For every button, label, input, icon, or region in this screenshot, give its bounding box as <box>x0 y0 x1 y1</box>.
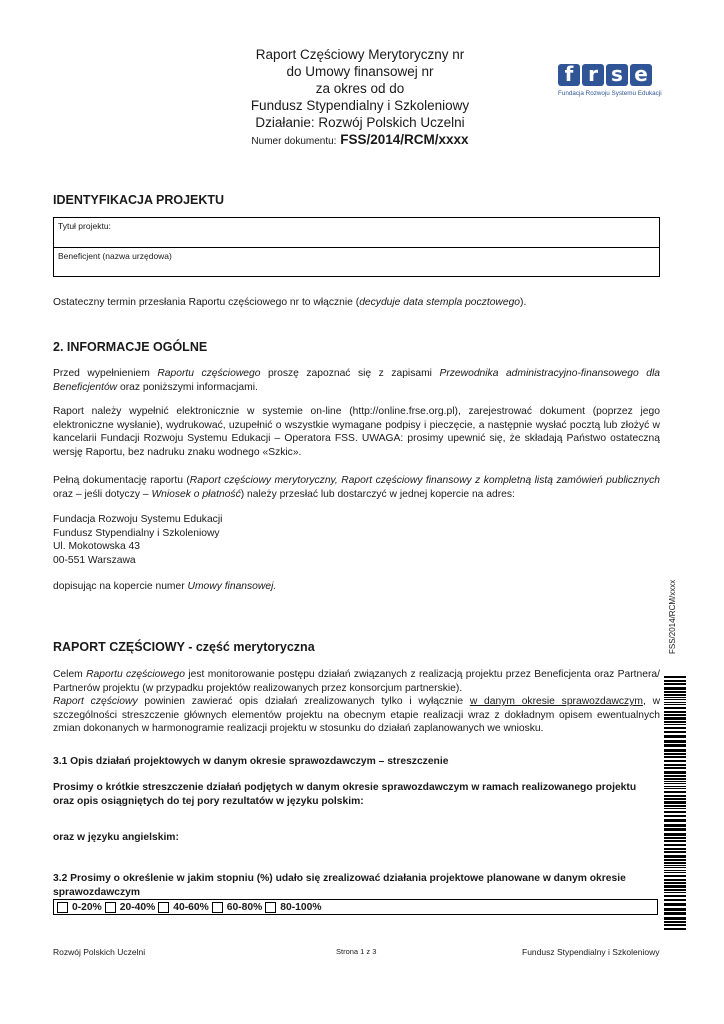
text: proszę zapoznać się z zapisami <box>260 368 440 379</box>
logo-letters <box>558 64 662 86</box>
barcode-bar <box>664 680 686 682</box>
barcode-bar <box>664 731 686 733</box>
checkbox[interactable] <box>158 902 169 913</box>
barcode-bar <box>664 848 686 850</box>
barcode-bar <box>664 683 686 685</box>
identification-heading: IDENTYFIKACJA PROJEKTU <box>53 193 225 207</box>
barcode-bar <box>664 928 686 930</box>
text-italic: Wniosek o płatność <box>151 488 241 500</box>
pct-option[interactable] <box>212 902 263 913</box>
barcode-bar <box>664 875 686 877</box>
barcode-bar <box>664 808 686 809</box>
pct-label: 40-60% <box>173 901 209 913</box>
address-block <box>53 513 660 567</box>
logo-subtitle: Fundacja Rozwoju Systemu Edukacji <box>558 90 662 97</box>
section-3-2-question: 3.2 Prosimy o określenie w jakim stopniu (%) udało się zrealizować działania projektowe planowane w danym okresie sprawozdawczym <box>53 873 626 898</box>
pct-option[interactable] <box>158 902 209 913</box>
address-line: Ul. Mokotowska 43 <box>53 541 140 553</box>
barcode-bar <box>664 855 686 858</box>
side-document-code: FSS/2014/RCM/xxxx <box>668 579 677 654</box>
barcode-bar <box>664 862 686 864</box>
document-number-label: Numer dokumentu: <box>251 136 337 147</box>
barcode-bar <box>664 819 686 822</box>
document-number <box>180 131 540 150</box>
barcode-bar <box>664 756 686 758</box>
text-italic: Umowy finansowej. <box>187 581 277 592</box>
title-line-3: za okres od do <box>315 81 405 96</box>
pct-label: 60-80% <box>226 901 263 913</box>
barcode-bar <box>664 815 686 817</box>
text: powinien zawierać opis działań zrealizowanych tylko i wyłącznie <box>137 696 470 708</box>
barcode-bar <box>664 721 686 723</box>
barcode-bar <box>664 801 686 804</box>
checkbox[interactable] <box>265 902 276 913</box>
text: Pełną dokumentację raportu ( <box>53 475 190 486</box>
barcode-bar <box>664 781 686 782</box>
barcode-bar <box>664 851 686 853</box>
title-line-2: do Umowy finansowej nr <box>286 64 434 79</box>
pct-label: 0-20% <box>72 901 102 913</box>
barcode-bar <box>664 895 686 897</box>
barcode-bar <box>664 885 686 888</box>
barcode-bar <box>664 727 686 729</box>
report-paragraph-2 <box>53 695 660 736</box>
report-title-block <box>180 46 540 150</box>
barcode-bar <box>664 740 686 743</box>
title-line-1: Raport Częściowy Merytoryczny nr <box>255 47 465 62</box>
checkbox[interactable] <box>105 902 116 913</box>
text: ) należy przesłać lub dostarczyć w jednej kopercie na adres: <box>240 488 515 500</box>
barcode-bar <box>664 786 686 787</box>
barcode-bar <box>664 691 686 693</box>
barcode-bar <box>664 872 686 873</box>
barcode-bar <box>664 697 686 698</box>
pct-option[interactable] <box>265 902 321 913</box>
barcode-bar <box>664 704 686 705</box>
document-number-value: FSS/2014/RCM/xxxx <box>340 132 469 147</box>
barcode-bar <box>664 833 686 836</box>
barcode-bar <box>664 889 686 891</box>
general-info-heading: 2. INFORMACJE OGÓLNE <box>53 340 208 354</box>
title-line-4: Fundusz Stypendialny i Szkoleniowy <box>250 98 470 113</box>
barcode-bar <box>664 903 686 906</box>
pct-label: 20-40% <box>119 901 156 913</box>
section-3-1-question: Prosimy o krótkie streszczenie działań podjętych w danym okresie sprawozdawczym w ramach realizowanego projektu oraz opis osiągniętych do tej pory rezultatów w języku polskim: <box>53 782 637 807</box>
pct-option[interactable] <box>105 902 156 913</box>
barcode-bar <box>664 714 686 716</box>
barcode-bar <box>664 798 686 800</box>
barcode-bar <box>664 791 686 793</box>
barcode-bar <box>664 694 686 696</box>
deadline-main: Ostateczny termin przesłania Raportu częściowego nr to włącznie ( <box>53 297 360 308</box>
text-italic: Przewodnika administracyjno-finansowego dla Beneficjentów <box>53 368 660 393</box>
barcode-bar <box>664 908 686 911</box>
barcode-bar <box>664 744 686 747</box>
barcode-bar <box>664 749 686 752</box>
barcode-bar <box>664 707 686 709</box>
barcode-bar <box>664 811 686 813</box>
barcode-bar <box>664 711 686 713</box>
footer-left: Rozwój Polskich Uczelni <box>53 947 146 957</box>
text-italic: Raportu częściowego <box>86 669 186 680</box>
barcode-bar <box>664 764 686 766</box>
beneficiary-field[interactable]: Beneficjent (nazwa urzędowa) <box>54 247 659 276</box>
barcode-bar <box>664 824 686 827</box>
logo-letter: e <box>630 64 652 86</box>
pct-option[interactable] <box>57 902 102 913</box>
text: Przed wypełnieniem <box>53 368 158 379</box>
barcode-bar <box>664 760 686 762</box>
barcode-bar <box>664 924 686 926</box>
text: Celem <box>53 669 87 680</box>
title-line-5: Działanie: Rozwój Polskich Uczelni <box>255 115 465 130</box>
section-3-1-english: oraz w języku angielskim: <box>53 832 179 843</box>
barcode-bar <box>664 676 686 678</box>
general-paragraph-1 <box>53 367 660 394</box>
barcode-bar <box>664 892 686 893</box>
barcode-bar <box>664 837 686 839</box>
barcode <box>664 676 686 932</box>
report-paragraph <box>53 668 660 736</box>
barcode-bar <box>664 687 686 690</box>
deadline-end: ). <box>520 297 527 308</box>
general-paragraph-3 <box>53 474 660 501</box>
barcode-bar <box>664 805 686 807</box>
footer-page-number: Strona 1 z 3 <box>336 947 377 956</box>
logo-letter: s <box>606 64 628 86</box>
report-paragraph-1 <box>53 668 660 695</box>
address-line: Fundusz Stypendialny i Szkoleniowy <box>53 527 220 539</box>
barcode-bar <box>664 867 686 868</box>
barcode-bar <box>664 917 686 920</box>
text-underlined: w danym okresie sprawozdawczym <box>469 696 643 708</box>
text: oraz – jeśli dotyczy – <box>53 488 152 500</box>
footer-right: Fundusz Stypendialny i Szkoleniowy <box>522 947 660 957</box>
deadline-italic: decyduje data stempla pocztowego <box>359 297 521 308</box>
envelope-note <box>53 580 660 594</box>
text-italic: Raport częściowy <box>53 696 138 708</box>
barcode-bar <box>664 702 686 703</box>
text-italic: Raportu częściowego <box>157 368 261 379</box>
logo-letter: r <box>582 64 604 86</box>
barcode-bar <box>664 882 686 884</box>
project-title-field[interactable]: Tytuł projektu: <box>58 221 111 231</box>
barcode-bar <box>664 699 686 700</box>
checkbox[interactable] <box>212 902 223 913</box>
text: dopisując na kopercie numer <box>53 581 188 592</box>
barcode-bar <box>664 899 686 901</box>
identification-table <box>53 217 660 277</box>
barcode-bar <box>664 735 686 738</box>
address-line: Fundacja Rozwoju Systemu Edukacji <box>53 514 223 525</box>
barcode-bar <box>664 767 686 769</box>
address-line: 00-551 Warszawa <box>53 554 136 566</box>
barcode-bar <box>664 844 686 846</box>
barcode-bar <box>664 717 686 720</box>
barcode-bar <box>664 795 686 797</box>
barcode-bar <box>664 840 686 842</box>
barcode-bar <box>664 859 686 861</box>
barcode-bar <box>664 771 686 774</box>
logo-letter: f <box>558 64 580 86</box>
text: , w szczególności streszczenie głównych elementów projektu na obecnym etapie realizacji wraz z dokładnym opisem ewentualnych zmian dokonanych w harmonogramie realizacji projektu w stosunku do działań zaplanowanych we wniosku. <box>53 696 661 735</box>
text: oraz poniższymi informacjami. <box>117 381 258 393</box>
checkbox[interactable] <box>57 902 68 913</box>
text-italic: Raport częściowy merytoryczny, Raport częściowy finansowy z kompletną listą zamówień publicznych <box>189 475 660 486</box>
general-paragraph-2: Raport należy wypełnić elektronicznie w systemie on-line (http://online.frse.org.pl), zarejestrować dokument (poprzez jego elektroniczne wysłanie), wydrukować, uzupełnić o wszystkie wymagane podpisy i pieczęcie, a następnie wysłać pocztą lub złożyć w kancelarii Fundacji Rozwoju Systemu Edukacji – Operatora FSS. UWAGA: prosimy upewnić się, że składają Państwo ostateczną wersję Raportu, bez nadruku znaku wodnego «Szkic». <box>53 406 660 458</box>
barcode-bar <box>664 783 686 784</box>
barcode-bar <box>664 870 686 871</box>
percentage-options <box>53 899 658 915</box>
barcode-bar <box>664 775 686 777</box>
frse-logo <box>558 64 662 110</box>
section-3-1-title: 3.1 Opis działań projektowych w danym okresie sprawozdawczym – streszczenie <box>53 756 449 767</box>
deadline-text <box>53 296 660 310</box>
barcode-bar <box>664 724 686 725</box>
barcode-bar <box>664 753 686 755</box>
barcode-bar <box>664 879 686 881</box>
barcode-bar <box>664 828 686 831</box>
barcode-bar <box>664 788 686 789</box>
barcode-bar <box>664 912 686 915</box>
barcode-bar <box>664 865 686 866</box>
barcode-bar <box>664 921 686 923</box>
pct-label: 80-100% <box>280 901 322 913</box>
report-heading: RAPORT CZĘŚCIOWY - część merytoryczna <box>53 640 315 654</box>
text: jest monitorowanie postępu działań związanych z realizacją projektu przez Beneficjenta oraz Partnera/ Partnerów projektu (w przypadku projektów realizowanych przez konsorcjum partnerskie). <box>53 669 660 694</box>
barcode-bar <box>664 778 686 780</box>
